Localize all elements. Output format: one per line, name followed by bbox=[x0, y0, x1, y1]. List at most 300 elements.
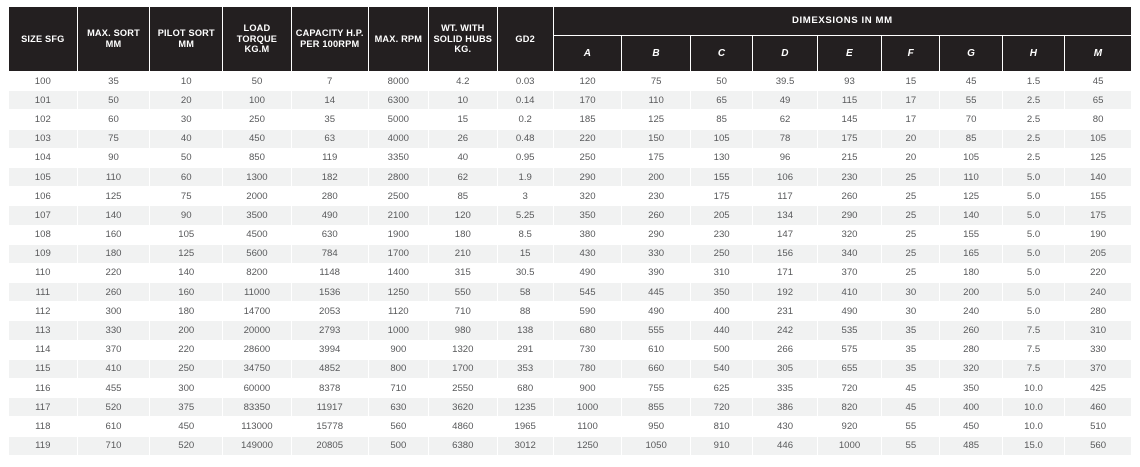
table-cell: 2053 bbox=[291, 302, 368, 321]
col-header-size-sfg: SIZE SFG bbox=[9, 7, 78, 72]
table-cell: 30 bbox=[882, 302, 940, 321]
table-cell: 8200 bbox=[223, 263, 292, 282]
table-cell: 78 bbox=[753, 129, 817, 148]
table-cell: 180 bbox=[77, 244, 150, 263]
table-cell: 58 bbox=[497, 283, 553, 302]
table-cell: 485 bbox=[940, 436, 1002, 455]
table-cell: 250 bbox=[553, 148, 622, 167]
table-cell: 49 bbox=[753, 91, 817, 110]
cell-size-sfg: 108 bbox=[9, 225, 78, 244]
table-cell: 446 bbox=[753, 436, 817, 455]
table-cell: 520 bbox=[150, 436, 223, 455]
cell-size-sfg: 106 bbox=[9, 187, 78, 206]
table-cell: 610 bbox=[622, 340, 691, 359]
col-header-dim-d: D bbox=[753, 36, 817, 72]
table-cell: 305 bbox=[753, 359, 817, 378]
table-cell: 1148 bbox=[291, 263, 368, 282]
table-cell: 320 bbox=[940, 359, 1002, 378]
table-cell: 88 bbox=[497, 302, 553, 321]
col-header-capacity-hp: CAPACITY H.P. PER 100RPM bbox=[291, 7, 368, 72]
table-cell: 110 bbox=[940, 167, 1002, 186]
table-cell: 560 bbox=[1065, 436, 1132, 455]
table-row bbox=[9, 302, 1132, 321]
table-cell: 55 bbox=[882, 417, 940, 436]
table-cell: 1965 bbox=[497, 417, 553, 436]
table-cell: 200 bbox=[622, 167, 691, 186]
table-cell: 115 bbox=[817, 91, 881, 110]
table-cell: 15 bbox=[882, 72, 940, 91]
table-cell: 25 bbox=[882, 244, 940, 263]
col-header-dim-b: B bbox=[622, 36, 691, 72]
table-cell: 3994 bbox=[291, 340, 368, 359]
table-cell: 160 bbox=[150, 283, 223, 302]
table-cell: 4860 bbox=[428, 417, 497, 436]
table-cell: 55 bbox=[940, 91, 1002, 110]
table-cell: 2.5 bbox=[1002, 148, 1064, 167]
table-cell: 350 bbox=[940, 379, 1002, 398]
table-cell: 1000 bbox=[368, 321, 428, 340]
table-cell: 85 bbox=[428, 187, 497, 206]
table-cell: 85 bbox=[690, 110, 752, 129]
table-cell: 175 bbox=[817, 129, 881, 148]
table-cell: 50 bbox=[223, 72, 292, 91]
table-cell: 2550 bbox=[428, 379, 497, 398]
table-cell: 140 bbox=[77, 206, 150, 225]
table-cell: 4000 bbox=[368, 129, 428, 148]
table-row bbox=[9, 225, 1132, 244]
table-row bbox=[9, 359, 1132, 378]
table-cell: 39.5 bbox=[753, 72, 817, 91]
table-cell: 980 bbox=[428, 321, 497, 340]
table-cell: 156 bbox=[753, 244, 817, 263]
table-cell: 380 bbox=[553, 225, 622, 244]
table-cell: 147 bbox=[753, 225, 817, 244]
table-cell: 680 bbox=[497, 379, 553, 398]
table-cell: 8.5 bbox=[497, 225, 553, 244]
table-cell: 110 bbox=[77, 167, 150, 186]
table-cell: 165 bbox=[940, 244, 1002, 263]
table-cell: 145 bbox=[817, 110, 881, 129]
table-cell: 140 bbox=[150, 263, 223, 282]
table-cell: 171 bbox=[753, 263, 817, 282]
table-cell: 720 bbox=[817, 379, 881, 398]
table-cell: 75 bbox=[622, 72, 691, 91]
table-cell: 93 bbox=[817, 72, 881, 91]
table-cell: 1.5 bbox=[1002, 72, 1064, 91]
table-cell: 2.5 bbox=[1002, 110, 1064, 129]
table-row bbox=[9, 167, 1132, 186]
table-cell: 460 bbox=[1065, 398, 1132, 417]
table-cell: 90 bbox=[150, 206, 223, 225]
table-cell: 45 bbox=[882, 379, 940, 398]
table-cell: 220 bbox=[553, 129, 622, 148]
table-cell: 375 bbox=[150, 398, 223, 417]
table-cell: 575 bbox=[817, 340, 881, 359]
table-cell: 1700 bbox=[368, 244, 428, 263]
table-row bbox=[9, 398, 1132, 417]
table-cell: 1050 bbox=[622, 436, 691, 455]
table-cell: 2800 bbox=[368, 167, 428, 186]
table-cell: 15.0 bbox=[1002, 436, 1064, 455]
table-cell: 34750 bbox=[223, 359, 292, 378]
table-cell: 175 bbox=[690, 187, 752, 206]
table-cell: 315 bbox=[428, 263, 497, 282]
table-cell: 6300 bbox=[368, 91, 428, 110]
table-cell: 800 bbox=[368, 359, 428, 378]
table-cell: 490 bbox=[291, 206, 368, 225]
table-cell: 520 bbox=[77, 398, 150, 417]
table-cell: 440 bbox=[690, 321, 752, 340]
table-head bbox=[9, 7, 1132, 72]
table-cell: 920 bbox=[817, 417, 881, 436]
table-cell: 4500 bbox=[223, 225, 292, 244]
col-header-load-torque: LOAD TORQUE KG.M bbox=[223, 7, 292, 72]
table-cell: 500 bbox=[368, 436, 428, 455]
table-cell: 17 bbox=[882, 110, 940, 129]
table-cell: 210 bbox=[428, 244, 497, 263]
table-cell: 291 bbox=[497, 340, 553, 359]
table-cell: 386 bbox=[753, 398, 817, 417]
table-cell: 120 bbox=[428, 206, 497, 225]
table-cell: 370 bbox=[1065, 359, 1132, 378]
cell-size-sfg: 102 bbox=[9, 110, 78, 129]
table-cell: 45 bbox=[882, 398, 940, 417]
table-cell: 50 bbox=[150, 148, 223, 167]
col-group-header-dimensions: DIMEXSIONS IN MM bbox=[553, 7, 1131, 36]
table-cell: 250 bbox=[150, 359, 223, 378]
table-cell: 35 bbox=[882, 321, 940, 340]
table-cell: 810 bbox=[690, 417, 752, 436]
cell-size-sfg: 101 bbox=[9, 91, 78, 110]
table-cell: 450 bbox=[150, 417, 223, 436]
table-cell: 10.0 bbox=[1002, 379, 1064, 398]
table-cell: 1000 bbox=[553, 398, 622, 417]
table-cell: 35 bbox=[882, 340, 940, 359]
table-row bbox=[9, 72, 1132, 91]
table-cell: 55 bbox=[882, 436, 940, 455]
table-row bbox=[9, 206, 1132, 225]
table-row bbox=[9, 321, 1132, 340]
table-cell: 80 bbox=[1065, 110, 1132, 129]
table-cell: 6380 bbox=[428, 436, 497, 455]
table-cell: 660 bbox=[622, 359, 691, 378]
table-cell: 20 bbox=[882, 148, 940, 167]
table-cell: 231 bbox=[753, 302, 817, 321]
table-cell: 820 bbox=[817, 398, 881, 417]
table-cell: 20805 bbox=[291, 436, 368, 455]
table-cell: 630 bbox=[291, 225, 368, 244]
table-cell: 710 bbox=[77, 436, 150, 455]
table-cell: 160 bbox=[77, 225, 150, 244]
table-cell: 155 bbox=[940, 225, 1002, 244]
table-cell: 455 bbox=[77, 379, 150, 398]
table-cell: 17 bbox=[882, 91, 940, 110]
table-cell: 5.0 bbox=[1002, 225, 1064, 244]
table-cell: 490 bbox=[553, 263, 622, 282]
cell-size-sfg: 113 bbox=[9, 321, 78, 340]
table-cell: 2.5 bbox=[1002, 129, 1064, 148]
table-cell: 780 bbox=[553, 359, 622, 378]
table-cell: 0.03 bbox=[497, 72, 553, 91]
col-header-dim-e: E bbox=[817, 36, 881, 72]
table-cell: 240 bbox=[1065, 283, 1132, 302]
table-cell: 1250 bbox=[368, 283, 428, 302]
table-cell: 7.5 bbox=[1002, 321, 1064, 340]
table-cell: 140 bbox=[940, 206, 1002, 225]
table-row bbox=[9, 187, 1132, 206]
cell-size-sfg: 105 bbox=[9, 167, 78, 186]
table-cell: 175 bbox=[622, 148, 691, 167]
col-header-dim-m: M bbox=[1065, 36, 1132, 72]
table-cell: 113000 bbox=[223, 417, 292, 436]
table-cell: 5600 bbox=[223, 244, 292, 263]
table-cell: 0.48 bbox=[497, 129, 553, 148]
table-cell: 8378 bbox=[291, 379, 368, 398]
cell-size-sfg: 100 bbox=[9, 72, 78, 91]
col-header-gd2: GD2 bbox=[497, 7, 553, 72]
table-cell: 180 bbox=[428, 225, 497, 244]
table-cell: 320 bbox=[553, 187, 622, 206]
table-cell: 710 bbox=[428, 302, 497, 321]
table-cell: 60 bbox=[77, 110, 150, 129]
table-cell: 545 bbox=[553, 283, 622, 302]
table-cell: 11000 bbox=[223, 283, 292, 302]
table-cell: 30.5 bbox=[497, 263, 553, 282]
cell-size-sfg: 104 bbox=[9, 148, 78, 167]
table-cell: 445 bbox=[622, 283, 691, 302]
table-cell: 5000 bbox=[368, 110, 428, 129]
table-cell: 155 bbox=[1065, 187, 1132, 206]
table-cell: 730 bbox=[553, 340, 622, 359]
table-row bbox=[9, 283, 1132, 302]
table-cell: 850 bbox=[223, 148, 292, 167]
table-cell: 60 bbox=[150, 167, 223, 186]
table-cell: 65 bbox=[1065, 91, 1132, 110]
table-cell: 910 bbox=[690, 436, 752, 455]
table-cell: 35 bbox=[77, 72, 150, 91]
cell-size-sfg: 115 bbox=[9, 359, 78, 378]
table-cell: 30 bbox=[150, 110, 223, 129]
table-cell: 1235 bbox=[497, 398, 553, 417]
table-cell: 425 bbox=[1065, 379, 1132, 398]
table-cell: 1300 bbox=[223, 167, 292, 186]
table-cell: 260 bbox=[77, 283, 150, 302]
table-row bbox=[9, 110, 1132, 129]
table-cell: 555 bbox=[622, 321, 691, 340]
table-cell: 1320 bbox=[428, 340, 497, 359]
table-cell: 320 bbox=[817, 225, 881, 244]
table-cell: 3350 bbox=[368, 148, 428, 167]
table-cell: 7 bbox=[291, 72, 368, 91]
table-row bbox=[9, 91, 1132, 110]
table-cell: 1120 bbox=[368, 302, 428, 321]
table-cell: 755 bbox=[622, 379, 691, 398]
table-cell: 4852 bbox=[291, 359, 368, 378]
table-cell: 950 bbox=[622, 417, 691, 436]
table-cell: 105 bbox=[150, 225, 223, 244]
header-row-top bbox=[9, 7, 1132, 36]
table-cell: 125 bbox=[622, 110, 691, 129]
table-cell: 180 bbox=[940, 263, 1002, 282]
table-cell: 5.0 bbox=[1002, 206, 1064, 225]
table-cell: 330 bbox=[622, 244, 691, 263]
table-cell: 105 bbox=[690, 129, 752, 148]
table-cell: 540 bbox=[690, 359, 752, 378]
table-cell: 205 bbox=[690, 206, 752, 225]
table-cell: 490 bbox=[622, 302, 691, 321]
table-cell: 900 bbox=[368, 340, 428, 359]
table-cell: 655 bbox=[817, 359, 881, 378]
table-cell: 100 bbox=[223, 91, 292, 110]
table-cell: 390 bbox=[622, 263, 691, 282]
table-cell: 260 bbox=[622, 206, 691, 225]
table-cell: 260 bbox=[817, 187, 881, 206]
table-cell: 3500 bbox=[223, 206, 292, 225]
table-cell: 75 bbox=[150, 187, 223, 206]
table-cell: 149000 bbox=[223, 436, 292, 455]
table-cell: 1700 bbox=[428, 359, 497, 378]
cell-size-sfg: 103 bbox=[9, 129, 78, 148]
table-cell: 220 bbox=[77, 263, 150, 282]
table-cell: 1100 bbox=[553, 417, 622, 436]
table-cell: 2100 bbox=[368, 206, 428, 225]
table-cell: 25 bbox=[882, 263, 940, 282]
table-cell: 130 bbox=[690, 148, 752, 167]
table-cell: 7.5 bbox=[1002, 340, 1064, 359]
table-cell: 35 bbox=[291, 110, 368, 129]
table-cell: 290 bbox=[817, 206, 881, 225]
table-cell: 200 bbox=[150, 321, 223, 340]
table-cell: 215 bbox=[817, 148, 881, 167]
table-cell: 10.0 bbox=[1002, 417, 1064, 436]
table-cell: 5.0 bbox=[1002, 283, 1064, 302]
table-cell: 5.0 bbox=[1002, 302, 1064, 321]
col-header-dim-g: G bbox=[940, 36, 1002, 72]
table-cell: 370 bbox=[817, 263, 881, 282]
table-cell: 25 bbox=[882, 225, 940, 244]
table-cell: 63 bbox=[291, 129, 368, 148]
table-cell: 50 bbox=[77, 91, 150, 110]
table-cell: 2500 bbox=[368, 187, 428, 206]
table-cell: 220 bbox=[150, 340, 223, 359]
table-cell: 20000 bbox=[223, 321, 292, 340]
table-cell: 90 bbox=[77, 148, 150, 167]
table-cell: 3620 bbox=[428, 398, 497, 417]
table-cell: 410 bbox=[817, 283, 881, 302]
table-row bbox=[9, 244, 1132, 263]
table-cell: 550 bbox=[428, 283, 497, 302]
col-header-dim-c: C bbox=[690, 36, 752, 72]
cell-size-sfg: 116 bbox=[9, 379, 78, 398]
table-cell: 784 bbox=[291, 244, 368, 263]
table-cell: 250 bbox=[223, 110, 292, 129]
table-row bbox=[9, 263, 1132, 282]
cell-size-sfg: 109 bbox=[9, 244, 78, 263]
table-cell: 310 bbox=[690, 263, 752, 282]
table-cell: 150 bbox=[622, 129, 691, 148]
table-cell: 335 bbox=[753, 379, 817, 398]
col-header-dim-f: F bbox=[882, 36, 940, 72]
table-cell: 40 bbox=[428, 148, 497, 167]
table-cell: 280 bbox=[940, 340, 1002, 359]
table-cell: 15 bbox=[428, 110, 497, 129]
table-cell: 242 bbox=[753, 321, 817, 340]
table-cell: 185 bbox=[553, 110, 622, 129]
table-cell: 28600 bbox=[223, 340, 292, 359]
table-cell: 280 bbox=[1065, 302, 1132, 321]
table-cell: 138 bbox=[497, 321, 553, 340]
table-cell: 182 bbox=[291, 167, 368, 186]
table-cell: 490 bbox=[817, 302, 881, 321]
table-cell: 110 bbox=[622, 91, 691, 110]
table-cell: 15 bbox=[497, 244, 553, 263]
table-cell: 5.0 bbox=[1002, 244, 1064, 263]
table-cell: 3012 bbox=[497, 436, 553, 455]
table-cell: 260 bbox=[940, 321, 1002, 340]
col-header-weight-solid-hubs: WT. WITH SOLID HUBS KG. bbox=[428, 7, 497, 72]
table-cell: 155 bbox=[690, 167, 752, 186]
table-cell: 5.0 bbox=[1002, 187, 1064, 206]
table-cell: 450 bbox=[223, 129, 292, 148]
table-cell: 10 bbox=[150, 72, 223, 91]
table-cell: 14 bbox=[291, 91, 368, 110]
table-cell: 1900 bbox=[368, 225, 428, 244]
table-cell: 140 bbox=[1065, 167, 1132, 186]
table-cell: 125 bbox=[77, 187, 150, 206]
table-cell: 2793 bbox=[291, 321, 368, 340]
table-row bbox=[9, 379, 1132, 398]
table-cell: 410 bbox=[77, 359, 150, 378]
table-cell: 1400 bbox=[368, 263, 428, 282]
table-cell: 0.2 bbox=[497, 110, 553, 129]
table-cell: 560 bbox=[368, 417, 428, 436]
table-cell: 300 bbox=[150, 379, 223, 398]
table-cell: 630 bbox=[368, 398, 428, 417]
table-cell: 1250 bbox=[553, 436, 622, 455]
table-cell: 175 bbox=[1065, 206, 1132, 225]
table-cell: 117 bbox=[753, 187, 817, 206]
table-cell: 5.0 bbox=[1002, 263, 1064, 282]
col-header-max-sort-mm: MAX. SORT MM bbox=[77, 7, 150, 72]
table-row bbox=[9, 436, 1132, 455]
table-cell: 280 bbox=[291, 187, 368, 206]
table-cell: 2000 bbox=[223, 187, 292, 206]
table-cell: 5.25 bbox=[497, 206, 553, 225]
table-cell: 1536 bbox=[291, 283, 368, 302]
table-cell: 83350 bbox=[223, 398, 292, 417]
table-cell: 125 bbox=[150, 244, 223, 263]
table-cell: 290 bbox=[553, 167, 622, 186]
table-cell: 2.5 bbox=[1002, 91, 1064, 110]
table-cell: 45 bbox=[940, 72, 1002, 91]
table-cell: 340 bbox=[817, 244, 881, 263]
table-cell: 250 bbox=[690, 244, 752, 263]
table-cell: 20 bbox=[882, 129, 940, 148]
table-cell: 350 bbox=[690, 283, 752, 302]
table-cell: 65 bbox=[690, 91, 752, 110]
table-cell: 120 bbox=[553, 72, 622, 91]
table-cell: 96 bbox=[753, 148, 817, 167]
table-cell: 1.9 bbox=[497, 167, 553, 186]
table-cell: 350 bbox=[553, 206, 622, 225]
table-cell: 5.0 bbox=[1002, 167, 1064, 186]
col-header-max-rpm: MAX. RPM bbox=[368, 7, 428, 72]
table-cell: 430 bbox=[753, 417, 817, 436]
table-cell: 710 bbox=[368, 379, 428, 398]
table-cell: 70 bbox=[940, 110, 1002, 129]
table-cell: 10 bbox=[428, 91, 497, 110]
table-cell: 230 bbox=[690, 225, 752, 244]
